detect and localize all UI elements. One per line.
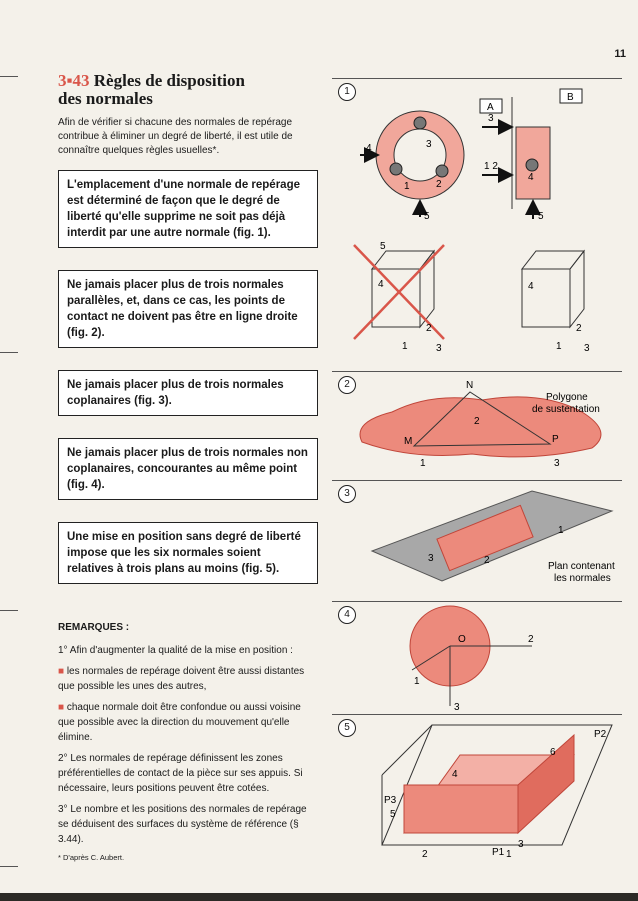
prism-side xyxy=(518,735,574,833)
margin-mark xyxy=(0,610,18,611)
remarks-title: REMARQUES : xyxy=(58,622,130,633)
figure-5-drawing xyxy=(332,715,622,861)
figure-number: 1 xyxy=(338,83,356,101)
normal-label: 4 xyxy=(378,279,384,290)
plane-label: P3 xyxy=(384,795,397,806)
figure-3 xyxy=(332,480,622,601)
normal-label: 2 xyxy=(436,179,442,190)
normal-label: 5 xyxy=(424,211,430,222)
normal-label: 4 xyxy=(366,143,372,154)
normal-label: 3 xyxy=(436,343,442,354)
normal-label: 1 xyxy=(556,341,562,352)
section-title-line2: des normales xyxy=(58,89,153,108)
datum-label: A xyxy=(487,102,494,113)
caption: les normales xyxy=(554,573,611,584)
normal-label: 4 xyxy=(528,281,534,292)
bottom-edge xyxy=(0,893,638,901)
figure-1 xyxy=(332,78,622,371)
normal-label: 6 xyxy=(550,747,556,758)
normal-label: 3 xyxy=(454,702,460,713)
normal-label: 4 xyxy=(452,769,458,780)
figure-number: 3 xyxy=(338,485,356,503)
section-number: 3▪43 xyxy=(58,71,90,90)
remark-1-bullet xyxy=(58,700,318,745)
point-label: N xyxy=(466,380,474,391)
rule-box: Ne jamais placer plus de trois normales parallèles, et, dans ce cas, les points de contact ne doivent pas être en ligne droite (fig. 2). xyxy=(58,270,318,348)
point-label: M xyxy=(404,436,413,447)
contact-point xyxy=(414,117,426,129)
reference-edge xyxy=(382,725,432,775)
footnote: * D'après C. Aubert. xyxy=(58,853,125,862)
remark-1-bullet-text: les normales de repérage doivent être aussi distantes que possible les unes des autres, xyxy=(58,666,305,692)
remark-2: 2° Les normales de repérage définissent les zones préférentielles de contact de la pièce sur ses appuis. Si nécessaire, leurs positions peuvent être cotées. xyxy=(58,753,303,794)
margin-mark xyxy=(0,866,18,867)
normal-label: 2 xyxy=(422,849,428,860)
figure-5 xyxy=(332,714,622,861)
contact-point xyxy=(526,159,538,171)
caption: de sustentation xyxy=(532,404,600,415)
prism-front xyxy=(404,785,518,833)
rule-box: Une mise en position sans degré de liberté impose que les six normales soient relatives à trois plans au moins (fig. 5). xyxy=(58,522,318,584)
margin-mark xyxy=(0,352,18,353)
normal-label: 2 xyxy=(474,416,480,427)
rule-box: Ne jamais placer plus de trois normales coplanaires (fig. 3). xyxy=(58,370,318,416)
bullet-icon: ■ xyxy=(58,666,65,677)
normal-label: 5 xyxy=(538,211,544,222)
remark-1-bullet-text: chaque normale doit être confondue ou aussi voisine que possible avec la direction du mouvement qu'elle élimine. xyxy=(58,702,301,743)
bullet-icon: ■ xyxy=(58,702,65,713)
section-title-line1: Règles de disposition xyxy=(93,71,245,90)
figure-1-drawing xyxy=(332,79,622,371)
remark-1-intro: 1° Afin d'augmenter la qualité de la mise en position : xyxy=(58,645,293,656)
plane-label: P1 xyxy=(492,847,505,858)
rule-box: L'emplacement d'une normale de repérage est déterminé de façon que le degré de liberté qu'elle supprime ne soit pas déjà interdit par une autre normale (fig. 1). xyxy=(58,170,318,248)
normal-label: 3 xyxy=(518,839,524,850)
remark-1-bullet xyxy=(58,664,318,694)
normal-label: 5 xyxy=(380,241,386,252)
caption: Polygone xyxy=(546,392,588,403)
normal-label: 1 xyxy=(558,525,564,536)
figure-number: 5 xyxy=(338,719,356,737)
figure-3-drawing xyxy=(332,481,622,601)
normal-label: 2 xyxy=(576,323,582,334)
normal-label: 1 xyxy=(506,849,512,860)
intro-paragraph: Afin de vérifier si chacune des normales de repérage contribue à éliminer un degré de liberté, il est utile de connaître quelques règles usuelles*. xyxy=(58,117,293,156)
section-title xyxy=(58,72,318,108)
normal-label: 1 xyxy=(414,676,420,687)
normal-label: 1 xyxy=(420,458,426,469)
figure-number: 2 xyxy=(338,376,356,394)
normal-label: 3 xyxy=(554,458,560,469)
margin-mark xyxy=(0,76,18,77)
normal-label: 2 xyxy=(528,634,534,645)
point-label: O xyxy=(458,634,466,645)
remark-3: 3° Le nombre et les positions des normales de repérage se déduisent des surfaces du système de référence (§ 3.44). xyxy=(58,804,307,845)
normal-label: 2 xyxy=(484,555,490,566)
cube-correct xyxy=(522,251,590,354)
figure-2 xyxy=(332,371,622,480)
contact-point xyxy=(436,165,448,177)
normal-label: 2 xyxy=(426,323,432,334)
normal-label: 4 xyxy=(528,172,534,183)
figure-column xyxy=(332,78,622,861)
normal-label: 1 2 xyxy=(484,161,498,172)
figure-2-drawing xyxy=(332,372,622,480)
normal-label: 1 xyxy=(402,341,408,352)
figure-4-drawing xyxy=(332,602,622,714)
page-number: 11 xyxy=(614,48,626,60)
figure-4 xyxy=(332,601,622,714)
normal-label: 3 xyxy=(488,113,494,124)
normal-label: 1 xyxy=(404,181,410,192)
caption: Plan contenant xyxy=(548,561,615,572)
figure-number: 4 xyxy=(338,606,356,624)
normal-label: 5 xyxy=(390,809,396,820)
normal-label: 3 xyxy=(428,553,434,564)
text-column xyxy=(58,72,318,862)
plane-label: P2 xyxy=(594,729,607,740)
normal-label: 3 xyxy=(584,343,590,354)
cube-crossed xyxy=(354,241,444,354)
rule-box: Ne jamais placer plus de trois normales non coplanaires, concourantes au même point (fig. 4). xyxy=(58,438,318,500)
normal-label: 3 xyxy=(426,139,432,150)
point-label: P xyxy=(552,434,559,445)
contact-point xyxy=(390,163,402,175)
datum-label: B xyxy=(567,92,574,103)
